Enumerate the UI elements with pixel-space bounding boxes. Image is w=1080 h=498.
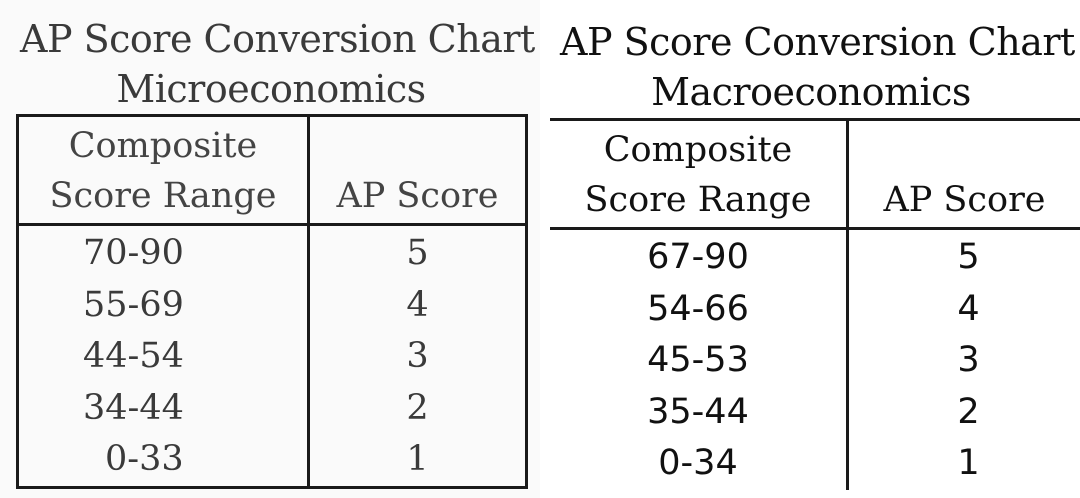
macro-header-range (550, 120, 848, 229)
macro-score-table (550, 118, 1080, 490)
table-row (18, 434, 527, 487)
macro-score-cell: 4 (957, 288, 980, 329)
table-row (550, 387, 1080, 439)
macro-range-cell: 0-34 (550, 438, 848, 490)
macro-header-range-line1: Composite (603, 130, 793, 170)
macro-score-cell: 2 (957, 391, 980, 432)
micro-score-cell: 5 (406, 233, 429, 273)
macro-header-range-line2: Score Range (584, 180, 812, 220)
table-row (18, 280, 527, 332)
micro-range-cell: 34-44 (18, 383, 309, 435)
micro-header-range-line2: Score Range (49, 176, 277, 216)
micro-score-cell: 3 (406, 336, 429, 376)
micro-header-score: AP Score (309, 116, 527, 225)
micro-range-cell: 70-90 (18, 225, 309, 280)
macro-header-row (550, 120, 1080, 229)
micro-range-cell: 44-54 (18, 331, 309, 383)
micro-title-line1: AP Score Conversion Chart (20, 17, 535, 61)
micro-score-cell: 2 (406, 387, 429, 428)
table-row (550, 335, 1080, 387)
macro-range-cell: 45-53 (550, 335, 848, 387)
micro-score-table (16, 114, 528, 489)
table-row (18, 383, 527, 435)
macro-score-cell: 5 (957, 237, 980, 277)
micro-score-cell: 1 (406, 439, 429, 479)
micro-score-cell: 4 (406, 284, 429, 325)
macro-title-line2: Macroeconomics (651, 70, 971, 114)
micro-header-row (18, 116, 527, 225)
table-row (550, 284, 1080, 336)
macro-range-cell: 67-90 (550, 229, 848, 284)
macro-chart-panel (540, 0, 1080, 498)
macro-range-cell: 35-44 (550, 387, 848, 439)
micro-range-cell: 55-69 (18, 280, 309, 332)
micro-header-range (18, 116, 309, 225)
table-row (18, 225, 527, 280)
macro-score-cell: 1 (957, 443, 980, 483)
macro-header-score: AP Score (848, 120, 1080, 229)
micro-title-line2: Microeconomics (116, 67, 426, 111)
micro-header-range-line1: Composite (68, 126, 258, 166)
macro-range-cell: 54-66 (550, 284, 848, 336)
macro-chart-title (560, 17, 1075, 117)
table-row (550, 438, 1080, 490)
macro-score-cell: 3 (957, 340, 980, 380)
table-row (18, 331, 527, 383)
table-row (550, 229, 1080, 284)
macro-title-line1: AP Score Conversion Chart (560, 20, 1075, 64)
micro-chart-title (20, 14, 535, 114)
micro-range-cell: 0-33 (18, 434, 309, 487)
